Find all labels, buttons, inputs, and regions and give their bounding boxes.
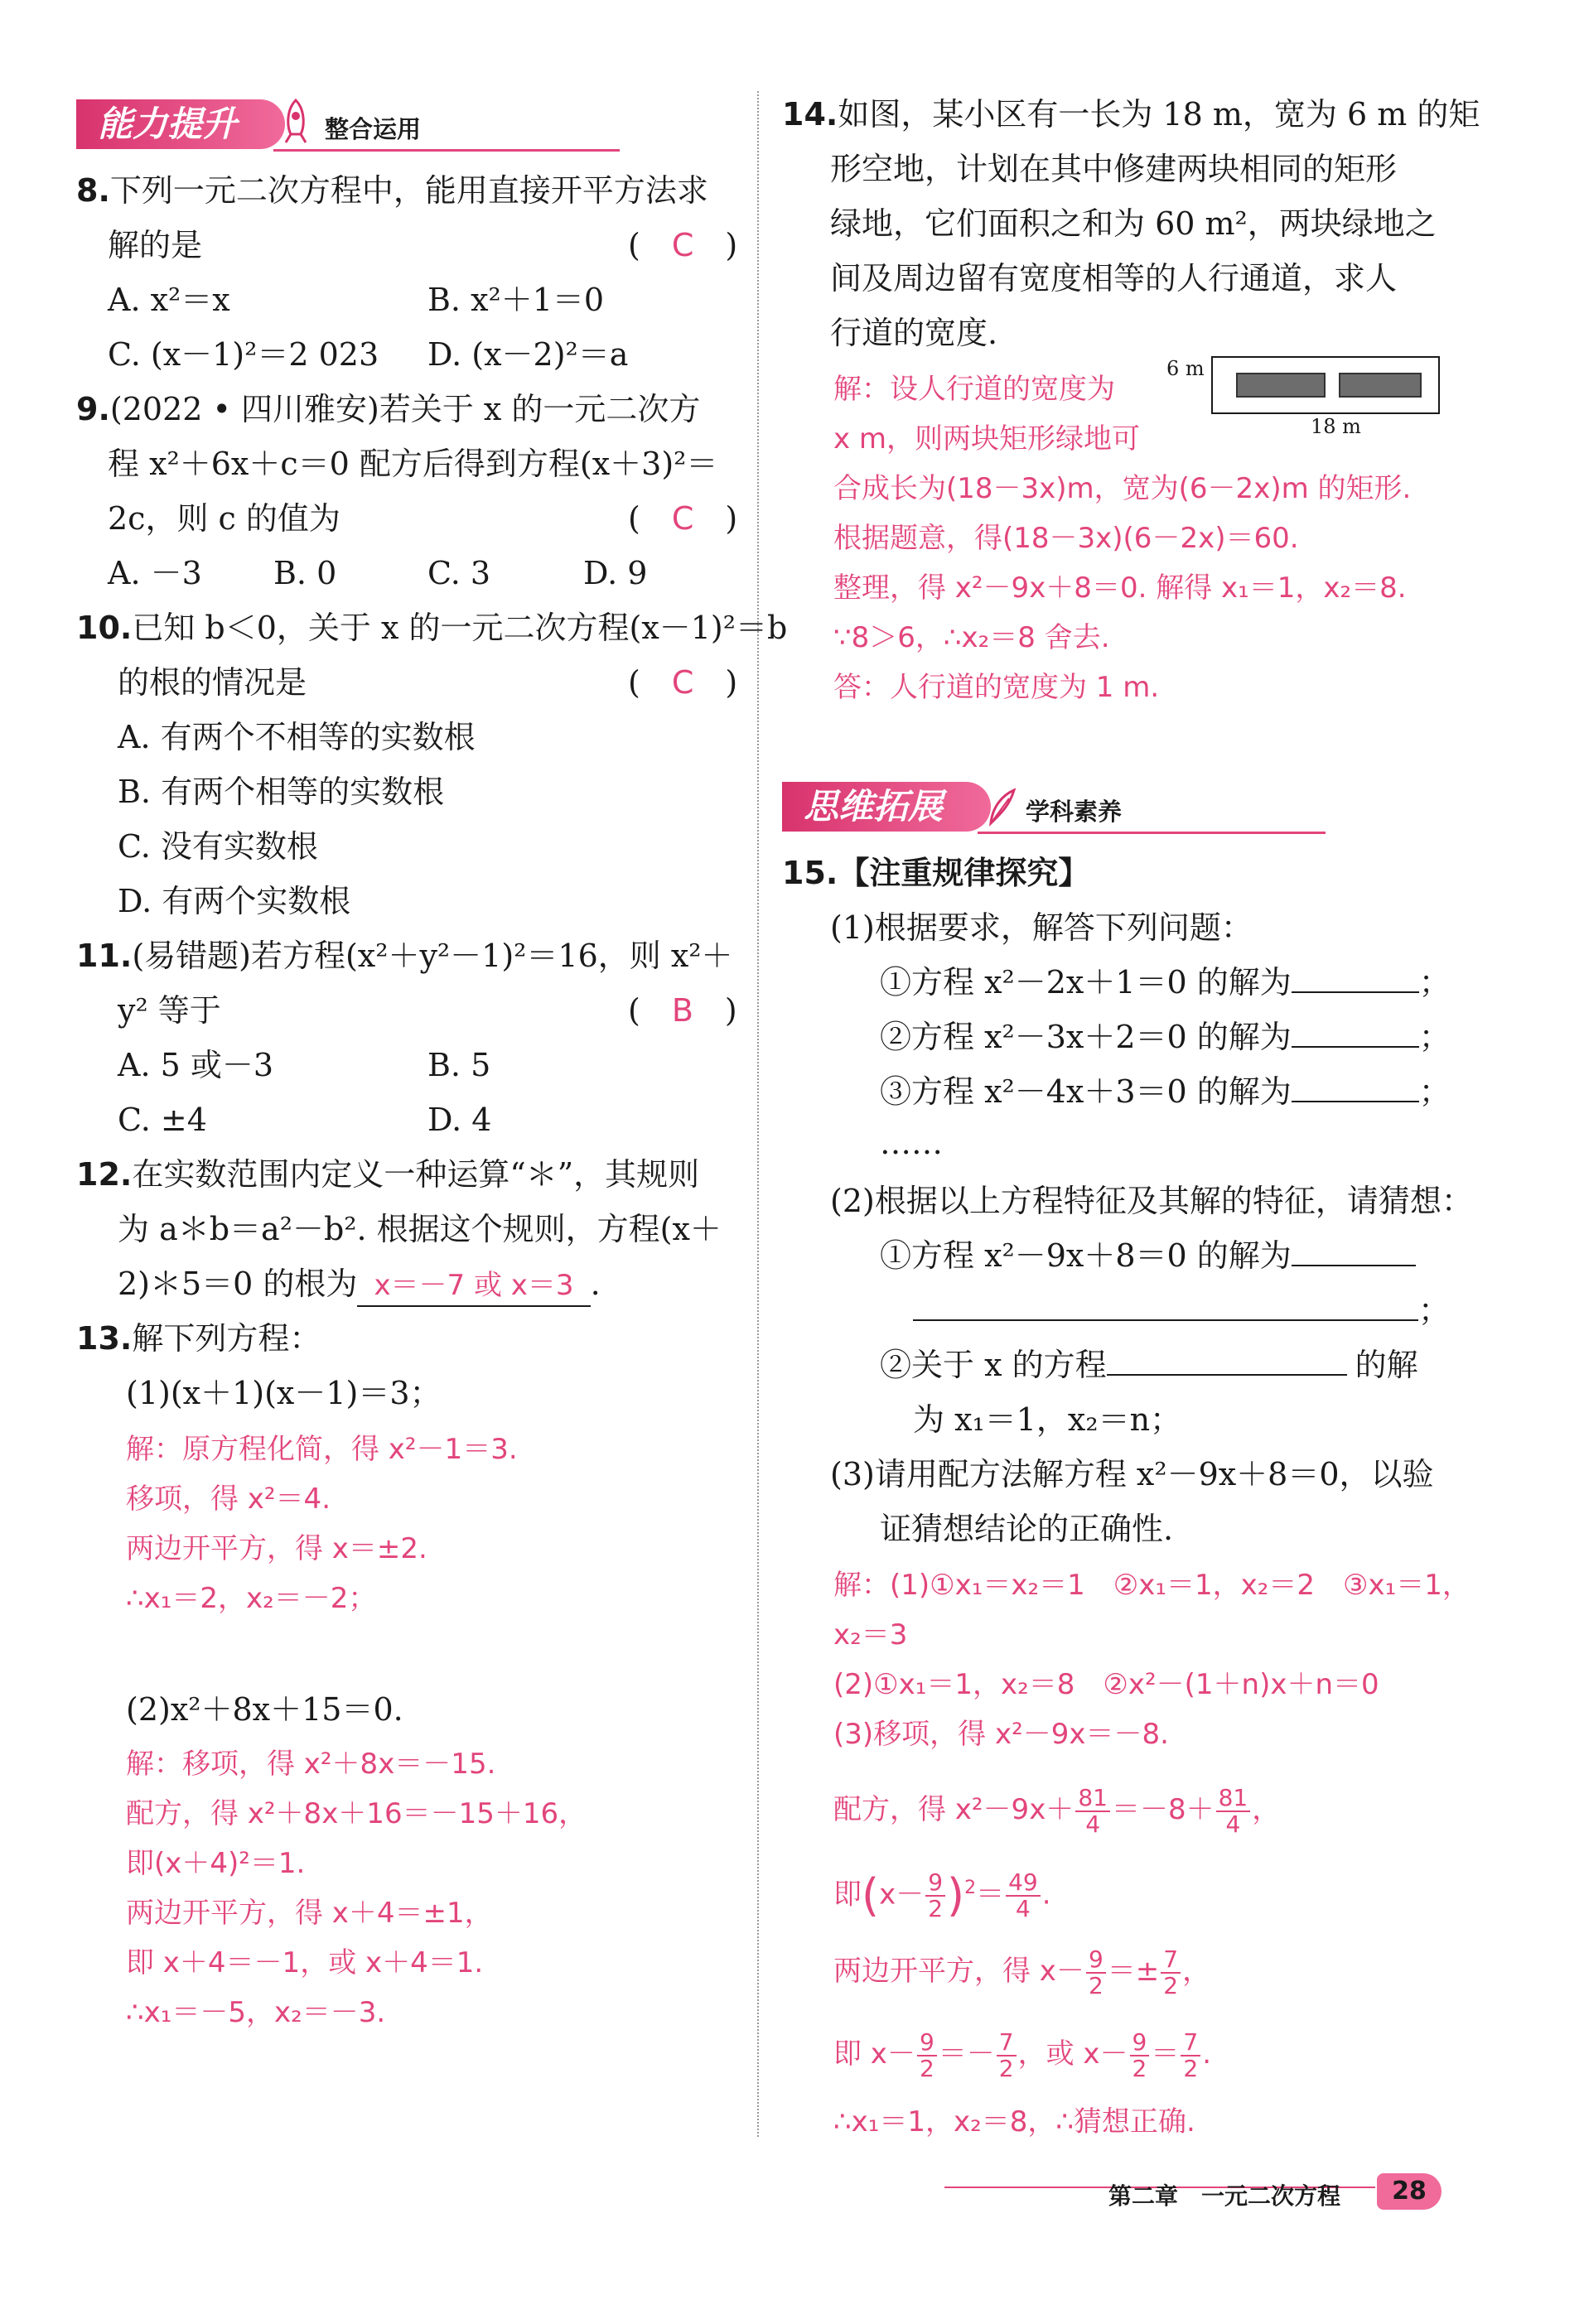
q13-sol1-line4: ∴x₁＝2，x₂＝－2； [126,1582,377,1615]
q13-sol2-line5: 即 x＋4＝－1，或 x＋4＝1. [126,1946,484,1979]
q14-figure-width-label: 6 m [1166,357,1205,380]
q15-eq2: ②方程 x²－3x＋2＝0 的解为 ； [880,1019,1451,1055]
section-banner-thinking: 思维拓展 [782,782,991,832]
q13-sol2-line4: 两边开平方，得 x＋4＝±1， [126,1897,493,1930]
q9-option-a: A. －3 [108,555,202,591]
q15-eq1: ①方程 x²－2x＋1＝0 的解为 ； [880,964,1451,1000]
q14-sol-line5: 整理，得 x²－9x＋8＝0. 解得 x₁＝1，x₂＝8. [833,571,1407,605]
section-sub-ability: 整合运用 [325,115,422,143]
column-divider [757,91,759,2137]
green-plot-right [1339,373,1422,398]
q13-sol2-line1: 解：移项，得 x²＋8x＝－15. [126,1748,496,1781]
q14-figure [1211,356,1440,414]
q15-sol-line3: (2)①x₁＝1，x₂＝8 ②x²－(1＋n)x＋n＝0 [833,1668,1379,1701]
q15-guess1: ①方程 x²－9x＋8＝0 的解为 [880,1236,1416,1275]
q15-part3: (3)请用配方法解方程 x²－9x＋8＝0，以验 [830,1456,1434,1492]
q9-line1: 9.(2022 • 四川雅安)若关于 x 的一元二次方 [76,391,701,427]
q15-part3-cont: 证猜想结论的正确性. [880,1511,1174,1547]
q13-sol2-line2: 配方，得 x²＋8x＋16＝－15＋16， [126,1797,587,1830]
q9-line3: 2c，则 c 的值为 [108,500,340,537]
q10-option-c: C. 没有实数根 [118,828,318,865]
q8-option-d: D. (x－2)²＝a [427,336,629,373]
q13-sol2-line6: ∴x₁＝－5，x₂＝－3. [126,1996,386,2029]
q10-line2: 的根的情况是 [118,664,307,701]
q11-option-d: D. 4 [427,1102,492,1138]
q15-sol-line5: 配方，得 x²－9x＋ $\frac{81}{4}$ ＝－8＋ $\frac{81}{4}$ ， [833,1783,1281,1838]
q13-sol1-line1: 解：原方程化简，得 x²－1＝3. [126,1433,518,1466]
q8-option-b: B. x²＋1＝0 [427,282,605,318]
q10-option-a: A. 有两个不相等的实数根 [118,719,476,755]
q15-sol-line6: 即(x－ $\frac{9}{2}$ )$^2$＝ $\frac{49}{4}$ . [833,1868,1051,1922]
q15-guess2-cont: 为 x₁＝1，x₂＝n； [913,1401,1182,1438]
q12-line3: 2)＊5＝0 的根为 x＝－7 或 x＝3 . [118,1264,601,1307]
q11-line1: 11.(易错题)若方程(x²＋y²－1)²＝16，则 x²＋ [76,938,733,974]
q14-figure-length-label: 18 m [1311,415,1361,438]
q15-guess2: ②关于 x 的方程 的解 [880,1347,1418,1383]
q13-part1: (1)(x＋1)(x－1)＝3； [126,1375,442,1411]
rocket-icon [280,98,311,146]
q14-sol-line3: 合成长为(18－3x)m，宽为(6－2x)m 的矩形. [833,472,1412,505]
q14-sol-line4: 根据题意，得(18－3x)(6－2x)＝60. [833,522,1299,555]
q15-sol-line2: x₂＝3 [833,1618,908,1651]
section-underline-2 [978,832,1326,834]
q8-option-c: C. (x－1)²＝2 023 [108,336,379,373]
q15-guess1-cont: ； [913,1290,1450,1330]
q13-part2: (2)x²＋8x＋15＝0. [126,1691,403,1728]
q13-sol1-line2: 移项，得 x²＝4. [126,1483,331,1516]
q15-part1: (1)根据要求，解答下列问题： [830,909,1253,946]
q14-line3: 绿地，它们面积之和为 60 m²，两块绿地之 [830,205,1437,242]
q15-sol-line1: 解：(1)①x₁＝x₂＝1 ②x₁＝1，x₂＝2 ③x₁＝1， [833,1569,1471,1602]
q8-line1: 8.下列一元二次方程中，能用直接开平方法求 [76,172,708,209]
q10-option-d: D. 有两个实数根 [118,883,351,919]
q15-sol-line7: 两边开平方，得 x－ $\frac{9}{2}$ ＝± $\frac{7}{2}$ ， [833,1945,1211,1999]
footer-chapter: 第二章 一元二次方程 [1108,2182,1341,2210]
q15-eq3: ③方程 x²－4x＋3＝0 的解为 ； [880,1073,1451,1110]
q13-line1: 13.解下列方程： [76,1320,321,1357]
q11-option-c: C. ±4 [118,1102,207,1138]
q9-option-d: D. 9 [583,555,648,591]
q14-line2: 形空地，计划在其中修建两块相同的矩形 [830,151,1398,187]
q9-option-b: B. 0 [273,555,337,591]
q9-option-c: C. 3 [427,555,491,591]
q10-option-b: B. 有两个相等的实数根 [118,774,445,810]
q14-line1: 14.如图，某小区有一长为 18 m，宽为 6 m 的矩 [782,96,1480,133]
q15-ellipsis: …… [880,1125,943,1161]
q12-line1: 12.在实数范围内定义一种运算“＊”，其规则 [76,1156,700,1193]
q13-sol1-line3: 两边开平方，得 x＝±2. [126,1532,427,1565]
q15-part2: (2)根据以上方程特征及其解的特征，请猜想： [830,1183,1473,1219]
q15-sol-line8: 即 x－ $\frac{9}{2}$ ＝－ $\frac{7}{2}$ ，或 x－ $\frac{9}{2}$ ＝ $\frac{7}{2}$ . [833,2027,1211,2082]
feather-icon [986,787,1019,828]
q14-sol-line7: 答：人行道的宽度为 1 m. [833,671,1160,704]
q8-option-a: A. x²＝x [108,282,230,318]
q14-line5: 行道的宽度. [830,315,998,351]
section-underline [273,149,620,152]
q15-title: 15.【注重规律探究】 [782,855,1090,891]
q11-answer: ( B ) [628,992,737,1029]
q14-line4: 间及周边留有宽度相等的人行通道，求人 [830,260,1398,297]
section-sub-thinking: 学科素养 [1026,798,1123,826]
q14-sol-line2: x m，则两块矩形绿地可 [833,422,1141,456]
green-plot-left [1236,373,1326,398]
q13-sol2-line3: 即(x＋4)²＝1. [126,1847,306,1880]
section-banner-ability: 能力提升 [76,99,285,149]
q10-line1: 10.已知 b＜0，关于 x 的一元二次方程(x－1)²＝b [76,610,788,646]
q11-option-a: A. 5 或－3 [118,1047,274,1083]
q11-line2: y² 等于 [118,992,221,1029]
q10-answer: ( C ) [628,664,738,701]
q15-sol-line4: (3)移项，得 x²－9x＝－8. [833,1718,1169,1751]
q8-line2: 解的是 [108,227,203,263]
q14-sol-line1: 解：设人行道的宽度为 [833,373,1115,406]
q15-sol-line9: ∴x₁＝1，x₂＝8，∴猜想正确. [833,2105,1195,2138]
q8-answer: ( C ) [628,227,738,263]
q11-option-b: B. 5 [427,1047,491,1083]
q12-answer: x＝－7 或 x＝3 [357,1266,590,1307]
q12-line2: 为 a＊b＝a²－b². 根据这个规则，方程(x＋ [118,1211,722,1247]
q9-line2: 程 x²＋6x＋c＝0 配方后得到方程(x＋3)²＝ [108,446,718,482]
q14-sol-line6: ∵8＞6，∴x₂＝8 舍去. [833,621,1110,654]
page-number: 28 [1377,2173,1442,2210]
q9-answer: ( C ) [628,500,738,537]
